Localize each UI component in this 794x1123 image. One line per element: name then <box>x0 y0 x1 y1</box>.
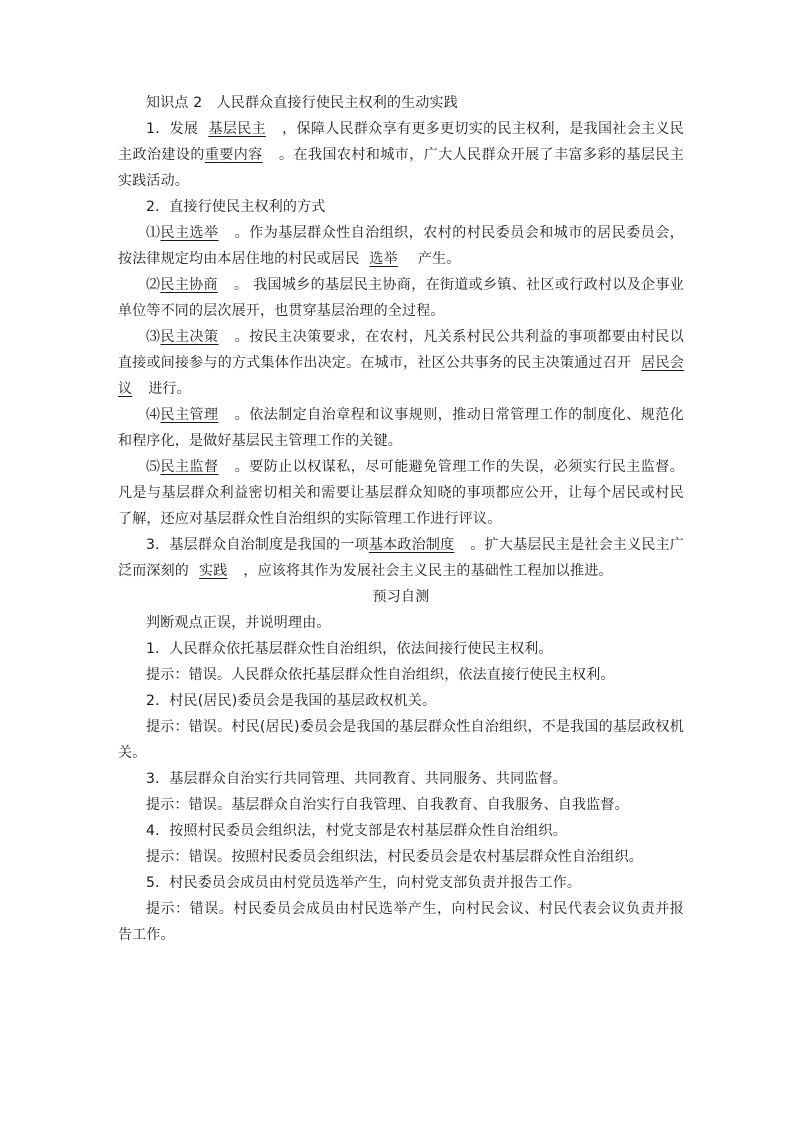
question-4: 4．按照村民委员会组织法，村党支部是农村基层群众性自治组织。 <box>146 823 567 839</box>
text: 。扩大基层民主是社会主义民主广泛而深刻的 <box>118 537 685 579</box>
text: 产生。 <box>417 251 461 267</box>
answer-blank: 重要内容 <box>204 147 263 163</box>
text: 。作为基层群众性自治组织，农村的村民委员会和城市的居民委员会，按法律规定均由本居住地的村民或居民 <box>118 225 684 267</box>
answer-blank: 民主协商 <box>160 277 218 293</box>
answer-blank: 民主监督 <box>160 459 219 475</box>
item-democratic-election <box>118 220 684 272</box>
answer-hint-1: 提示：错误。人民群众依托基层群众性自治组织，依法直接行使民主权利。 <box>146 667 615 683</box>
question-1: 1．人民群众依托基层群众性自治组织，依法间接行使民主权利。 <box>146 641 553 657</box>
text: 。在我国农村和城市，广大人民群众开展了丰富多彩的基层民主实践活动。 <box>118 147 684 189</box>
item-democratic-management <box>118 402 684 454</box>
answer-blank: 民主选举 <box>160 225 219 241</box>
paragraph-3 <box>118 532 684 584</box>
knowledge-point-heading: 知识点 2 人民群众直接行使民主权利的生动实践 <box>146 95 458 111</box>
text: 。按民主决策要求，在农村，凡关系村民公共利益的事项都要由村民以直接或间接参与的方式集体作出决定。在城市，社区公共事务的民主决策通过召开 <box>118 329 684 371</box>
item-number: ⑵ <box>146 277 161 293</box>
item-democratic-consultation <box>118 272 684 324</box>
item-number: ⑷ <box>146 407 161 423</box>
answer-blank: 民主决策 <box>160 329 219 345</box>
item-democratic-supervision <box>118 454 684 532</box>
answer-blank: 基本政治制度 <box>368 537 455 553</box>
text: 1．发展 <box>146 121 199 137</box>
answer-hint-5: 提示：错误。村民委员会成员由村民选举产生，向村民会议、村民代表会议负责并报告工作。 <box>118 901 684 943</box>
section-title: 预习自测 <box>372 589 430 605</box>
item-number: ⑴ <box>146 225 161 241</box>
answer-hint-3: 提示：错误。基层群众自治实行自我管理、自我教育、自我服务、自我监督。 <box>146 797 629 813</box>
item-democratic-decision <box>118 324 684 402</box>
text: 。要防止以权谋私，尽可能避免管理工作的失误，必须实行民主监督。凡是与基层群众利益密切相关和需要让基层群众知晓的事项都应公开，让每个居民或村民了解，还应对基层群众性自治组织的实际管理工作进行评议。 <box>118 459 684 527</box>
item-number: ⑶ <box>146 329 161 345</box>
answer-hint-2: 提示：错误。村民(居民)委员会是我国的基层群众性自治组织，不是我国的基层政权机关。 <box>118 719 684 761</box>
text: ，保障人民群众享有更多更切实的民主权利，是我国社会主义民主政治建设的 <box>118 121 684 163</box>
answer-hint-4: 提示：错误。按照村民委员会组织法，村民委员会是农村基层群众性自治组织。 <box>146 849 643 865</box>
answer-blank: 民主管理 <box>160 407 219 423</box>
item-number: ⑸ <box>146 459 161 475</box>
text: ，应该将其作为发展社会主义民主的基础性工程加以推进。 <box>243 563 613 579</box>
instruction: 判断观点正误，并说明理由。 <box>146 615 331 631</box>
paragraph-1 <box>118 116 684 194</box>
question-2: 2．村民(居民)委员会是我国的基层政权机关。 <box>146 693 437 709</box>
answer-blank: 选举 <box>369 251 398 267</box>
text: 。 我国城乡的基层民主协商，在街道或乡镇、社区或行政村以及企事业单位等不同的层次展开，也贯穿基层治理的全过程。 <box>118 277 684 319</box>
document-body <box>118 90 684 948</box>
answer-blank: 实践 <box>199 563 228 579</box>
answer-blank: 居民会议 <box>118 355 684 397</box>
answer-blank: 基层民主 <box>208 121 266 137</box>
paragraph-2: 2．直接行使民主权利的方式 <box>146 199 326 215</box>
text: 3．基层群众自治制度是我国的一项 <box>146 537 369 553</box>
question-3: 3．基层群众自治实行共同管理、共同教育、共同服务、共同监督。 <box>146 771 567 787</box>
text: 。依法制定自治章程和议事规则，推动日常管理工作的制度化、规范化和程序化，是做好基层民主管理工作的关键。 <box>118 407 684 449</box>
text: 进行。 <box>148 381 191 397</box>
question-5: 5．村民委员会成员由村党员选举产生，向村党支部负责并报告工作。 <box>146 875 582 891</box>
